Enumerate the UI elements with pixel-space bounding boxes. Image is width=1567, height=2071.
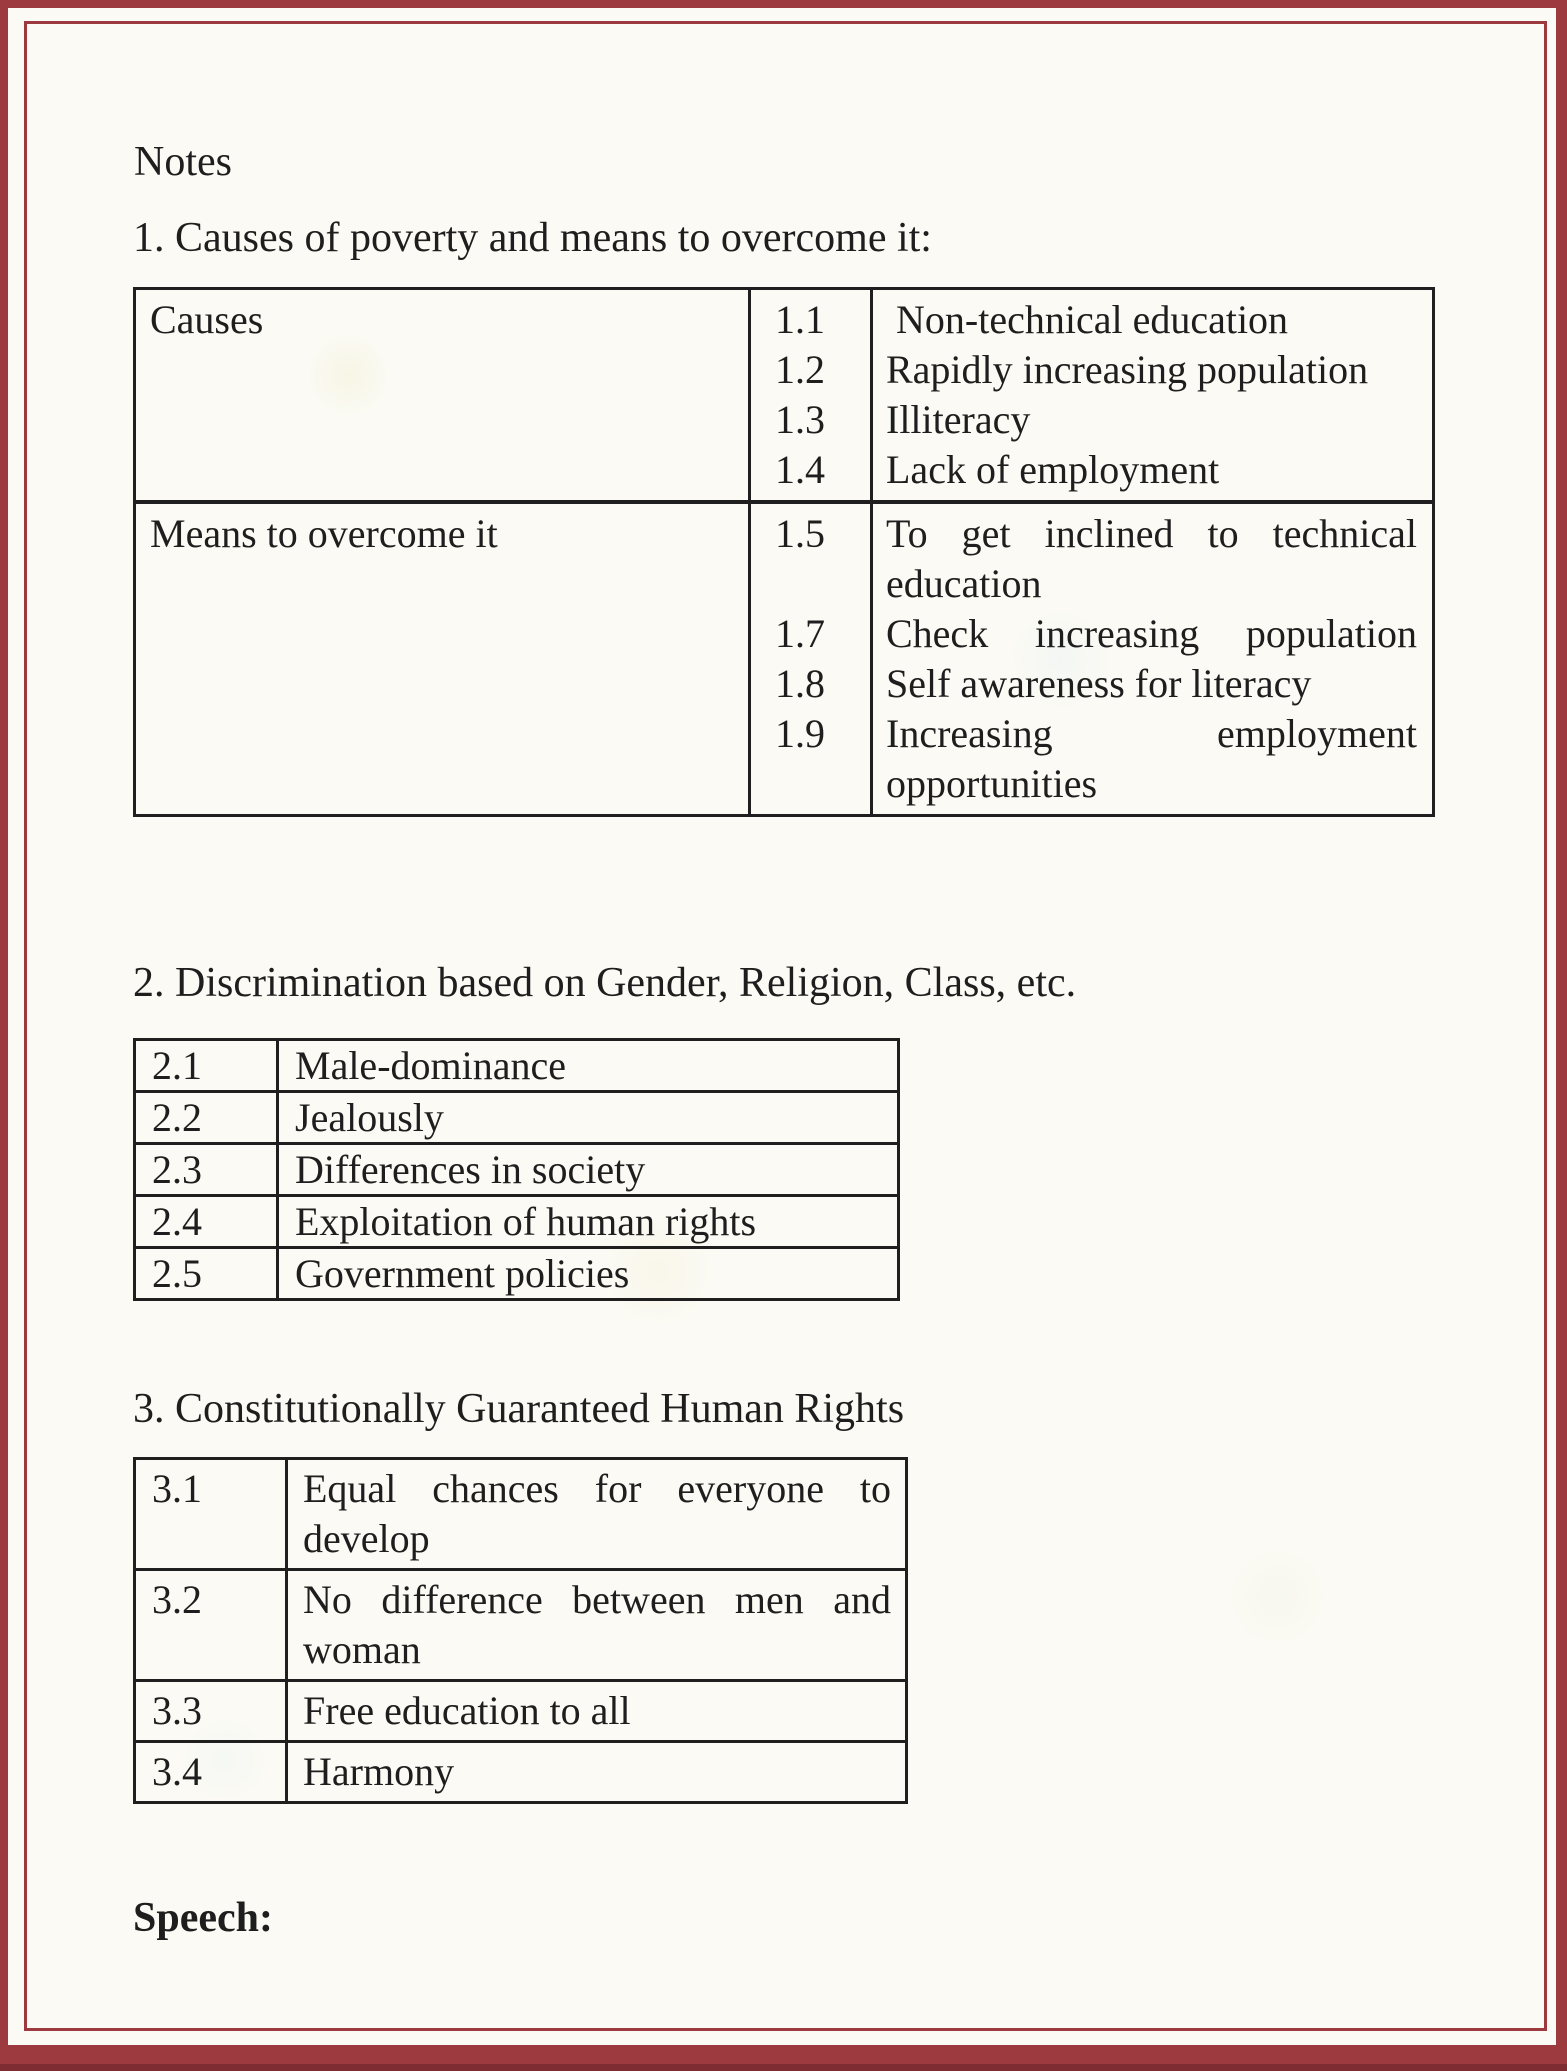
item-number: 1.9 xyxy=(775,711,825,756)
row-number-cell xyxy=(135,1742,287,1803)
causes-label: Causes xyxy=(150,297,264,342)
item-number: 1.8 xyxy=(775,661,825,706)
item-number: 3.4 xyxy=(152,1749,202,1794)
item-text: No difference between men and woman xyxy=(303,1577,891,1672)
cause-item: Rapidly increasing population xyxy=(886,347,1369,392)
item-text: Government policies xyxy=(295,1250,630,1296)
table-row xyxy=(135,1144,899,1196)
means-number-cell xyxy=(750,502,872,816)
item-number: 2.5 xyxy=(152,1250,202,1296)
item-number: 1.7 xyxy=(775,611,825,656)
causes-table xyxy=(133,287,1435,817)
cause-item: Illiteracy xyxy=(886,397,1031,442)
row-number-cell xyxy=(135,1144,278,1196)
row-number-cell xyxy=(135,1196,278,1248)
item-number: 3.1 xyxy=(152,1466,202,1511)
means-row-label-cell xyxy=(135,502,750,816)
row-number-cell xyxy=(135,1092,278,1144)
item-text: Differences in society xyxy=(295,1146,646,1192)
item-number: 1.4 xyxy=(775,447,825,492)
row-text-cell xyxy=(287,1570,907,1681)
row-number-cell xyxy=(135,1459,287,1570)
causes-text-cell xyxy=(872,289,1434,503)
row-text-cell xyxy=(278,1248,899,1300)
row-text-cell xyxy=(278,1196,899,1248)
item-number: 3.3 xyxy=(152,1688,202,1733)
row-text-cell xyxy=(287,1459,907,1570)
means-item: Increasing employment opportunities xyxy=(886,711,1417,806)
row-text-cell xyxy=(278,1144,899,1196)
item-number: 2.4 xyxy=(152,1198,202,1244)
item-text: Equal chances for everyone to develop xyxy=(303,1466,891,1561)
item-number: 3.2 xyxy=(152,1577,202,1622)
section-1-heading: 1. Causes of poverty and means to overcome it: xyxy=(133,215,932,261)
item-text: Male-dominance xyxy=(295,1042,566,1088)
row-text-cell xyxy=(278,1040,899,1092)
table-row xyxy=(135,1742,907,1803)
means-item: Self awareness for literacy xyxy=(886,661,1312,706)
row-text-cell xyxy=(278,1092,899,1144)
table-row xyxy=(135,1681,907,1742)
causes-row xyxy=(135,289,1434,503)
row-text-cell xyxy=(287,1681,907,1742)
notes-label: Notes xyxy=(134,139,232,185)
table-row xyxy=(135,1040,899,1092)
means-item: To get inclined to technical education xyxy=(886,511,1417,606)
means-label: Means to overcome it xyxy=(150,511,498,556)
item-text: Exploitation of human rights xyxy=(295,1198,757,1244)
cause-item: Non-technical education xyxy=(886,297,1289,342)
item-number: 2.3 xyxy=(152,1146,202,1192)
speech-label: Speech: xyxy=(133,1895,273,1941)
blank-line xyxy=(775,559,864,609)
table-row xyxy=(135,1459,907,1570)
table-row xyxy=(135,1092,899,1144)
human-rights-table xyxy=(133,1457,908,1804)
item-text: Free education to all xyxy=(303,1688,631,1733)
discrimination-table xyxy=(133,1038,900,1301)
item-text: Jealously xyxy=(295,1094,444,1140)
table-row xyxy=(135,1196,899,1248)
table-row xyxy=(135,1570,907,1681)
row-number-cell xyxy=(135,1040,278,1092)
section-3-heading: 3. Constitutionally Guaranteed Human Rights xyxy=(133,1386,905,1432)
item-number: 2.1 xyxy=(152,1042,202,1088)
causes-row-label-cell xyxy=(135,289,750,503)
row-number-cell xyxy=(135,1248,278,1300)
row-text-cell xyxy=(287,1742,907,1803)
means-row xyxy=(135,502,1434,816)
section-2-heading: 2. Discrimination based on Gender, Religion, Class, etc. xyxy=(133,960,1077,1006)
item-number: 1.3 xyxy=(775,397,825,442)
causes-number-cell xyxy=(750,289,872,503)
row-number-cell xyxy=(135,1681,287,1742)
table-row xyxy=(135,1248,899,1300)
item-number: 1.2 xyxy=(775,347,825,392)
item-number: 1.5 xyxy=(775,511,825,556)
row-number-cell xyxy=(135,1570,287,1681)
item-number: 1.1 xyxy=(775,297,825,342)
cause-item: Lack of employment xyxy=(886,447,1220,492)
means-item: Check increasing population xyxy=(886,611,1417,656)
item-text: Harmony xyxy=(303,1749,455,1794)
item-number: 2.2 xyxy=(152,1094,202,1140)
means-text-cell xyxy=(872,502,1434,816)
